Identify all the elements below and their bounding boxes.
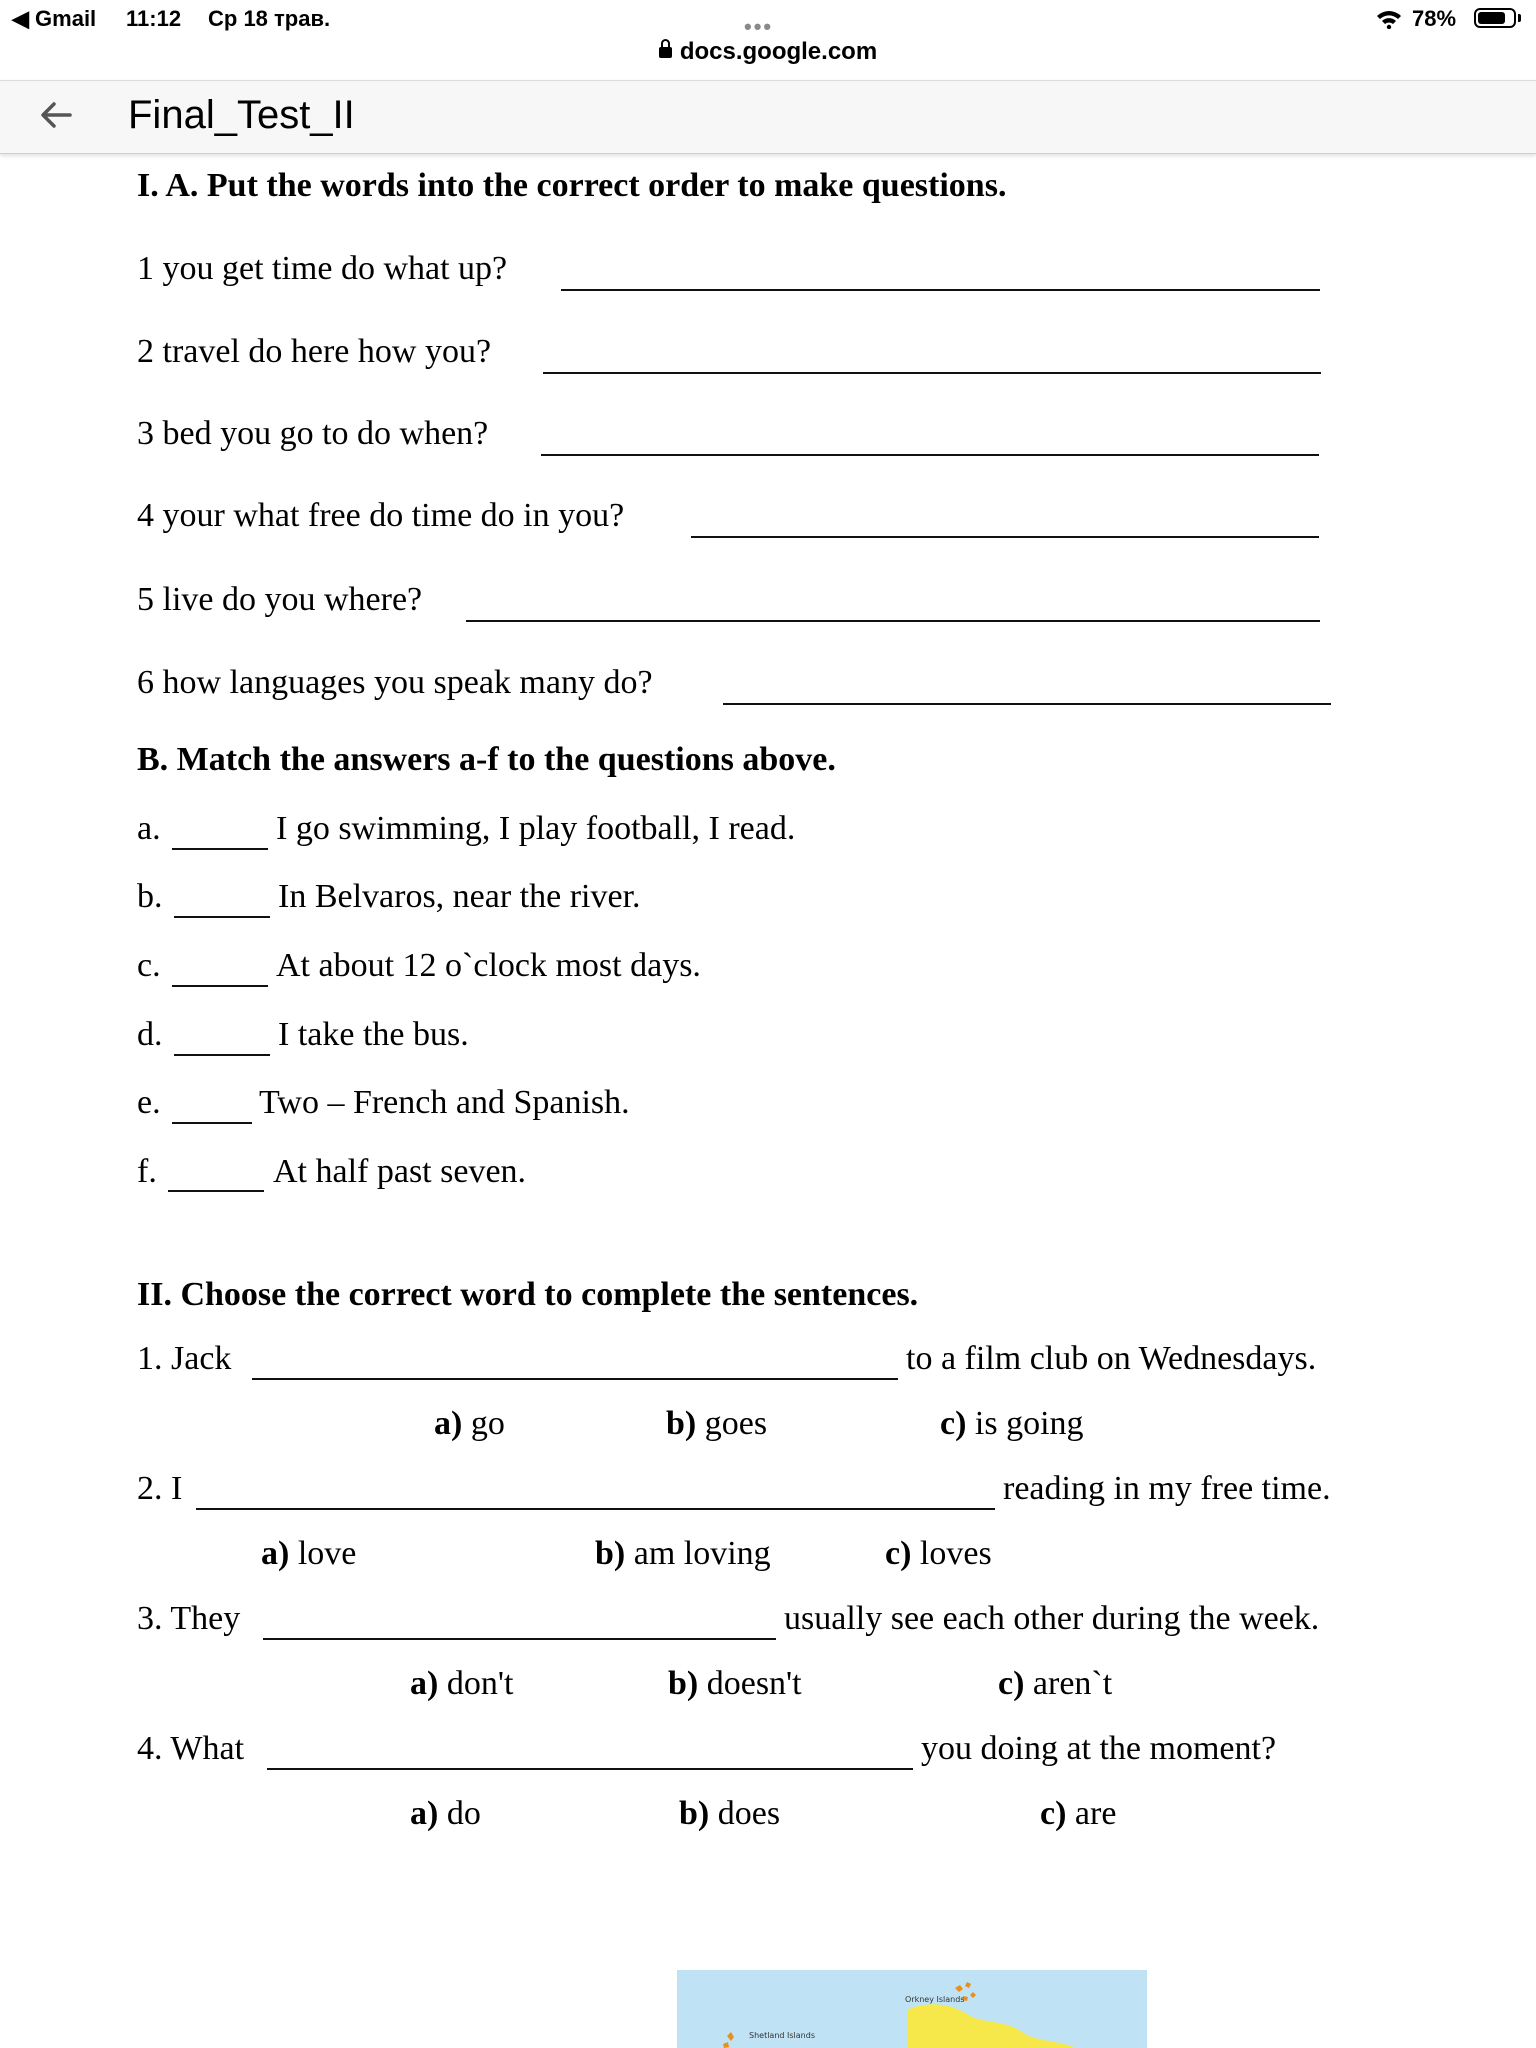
answer-text-f: At half past seven.: [273, 1153, 527, 1190]
answer-letter-a: a.: [137, 810, 161, 847]
answer-letter-f: f.: [137, 1153, 157, 1190]
answer-text-c: At about 12 o`clock most days.: [276, 947, 701, 984]
option-2c: c) loves: [885, 1535, 992, 1572]
answer-blank-5: [466, 620, 1320, 622]
question-1: 1 you get time do what up?: [137, 250, 508, 287]
uk-map-image: [677, 1970, 1147, 2048]
sentence-4-start: 4. What: [137, 1730, 245, 1767]
option-4b: b) does: [679, 1795, 781, 1832]
answer-letter-c: c.: [137, 947, 161, 984]
sentence-4-blank: [267, 1768, 913, 1770]
status-date: Ср 18 трав.: [208, 6, 331, 31]
option-2a: a) love: [261, 1535, 357, 1572]
document-title: Final_Test_II: [128, 93, 355, 137]
map-label-shetland: Shetland Islands: [749, 2031, 815, 2040]
answer-letter-b: b.: [137, 878, 163, 915]
sentence-4-end: you doing at the moment?: [921, 1730, 1277, 1767]
battery-percent: 78%: [1412, 6, 1457, 31]
section2-heading: II. Choose the correct word to complete the sentences.: [137, 1276, 919, 1313]
option-3c: c) aren`t: [998, 1665, 1113, 1702]
sentence-2-blank: [196, 1508, 995, 1510]
option-4a: a) do: [410, 1795, 481, 1832]
question-4: 4 your what free do time do in you?: [137, 497, 625, 534]
sentence-3-blank: [263, 1638, 776, 1640]
match-blank-e: [172, 1122, 252, 1124]
option-2b: b) am loving: [595, 1535, 771, 1572]
map-label-orkney: Orkney Islands: [905, 1995, 965, 2004]
sentence-1-end: to a film club on Wednesdays.: [906, 1340, 1317, 1377]
address-bar[interactable]: [0, 38, 1536, 66]
answer-blank-6: [723, 703, 1331, 705]
sentence-2-end: reading in my free time.: [1003, 1470, 1331, 1507]
sentence-2-start: 2. I: [137, 1470, 183, 1507]
battery-icon: [1474, 8, 1516, 28]
back-arrow-icon[interactable]: [36, 95, 76, 135]
match-blank-d: [174, 1054, 270, 1056]
status-time: 11:12: [126, 6, 182, 31]
option-3a: a) don't: [410, 1665, 514, 1702]
match-blank-a: [172, 848, 268, 850]
question-6: 6 how languages you speak many do?: [137, 664, 653, 701]
section1-heading: I. A. Put the words into the correct order to make questions.: [137, 167, 1007, 204]
section1b-heading: B. Match the answers a-f to the questions above.: [137, 741, 836, 778]
back-to-gmail-link[interactable]: ◀ Gmail: [12, 6, 97, 31]
answer-text-d: I take the bus.: [278, 1016, 469, 1053]
answer-text-b: In Belvaros, near the river.: [278, 878, 641, 915]
question-2: 2 travel do here how you?: [137, 333, 492, 370]
answer-text-e: Two – French and Spanish.: [259, 1084, 630, 1121]
match-blank-c: [172, 985, 268, 987]
url-text: docs.google.com: [679, 38, 878, 65]
answer-blank-1: [561, 289, 1320, 291]
map-graphic: [677, 1970, 1147, 2048]
option-1b: b) goes: [666, 1405, 768, 1442]
answer-blank-4: [691, 536, 1319, 538]
battery-tip: [1518, 14, 1521, 22]
match-blank-f: [168, 1190, 264, 1192]
sentence-3-end: usually see each other during the week.: [784, 1600, 1320, 1637]
question-5: 5 live do you where?: [137, 581, 423, 618]
document-header: [0, 80, 1536, 154]
more-dots-icon[interactable]: •••: [744, 14, 774, 39]
option-1a: a) go: [434, 1405, 505, 1442]
option-3b: b) doesn't: [668, 1665, 802, 1702]
answer-text-a: I go swimming, I play football, I read.: [276, 810, 796, 847]
sentence-3-start: 3. They: [137, 1600, 241, 1637]
answer-blank-2: [543, 372, 1321, 374]
answer-letter-d: d.: [137, 1016, 163, 1053]
wifi-icon: [1376, 9, 1402, 29]
answer-blank-3: [541, 454, 1319, 456]
match-blank-b: [174, 916, 270, 918]
question-3: 3 bed you go to do when?: [137, 415, 489, 452]
lock-icon: [659, 47, 672, 58]
sentence-1-start: 1. Jack: [137, 1340, 232, 1377]
status-bar: [0, 0, 1536, 40]
answer-letter-e: e.: [137, 1084, 161, 1121]
option-4c: c) are: [1040, 1795, 1117, 1832]
sentence-1-blank: [252, 1378, 898, 1380]
option-1c: c) is going: [940, 1405, 1084, 1442]
